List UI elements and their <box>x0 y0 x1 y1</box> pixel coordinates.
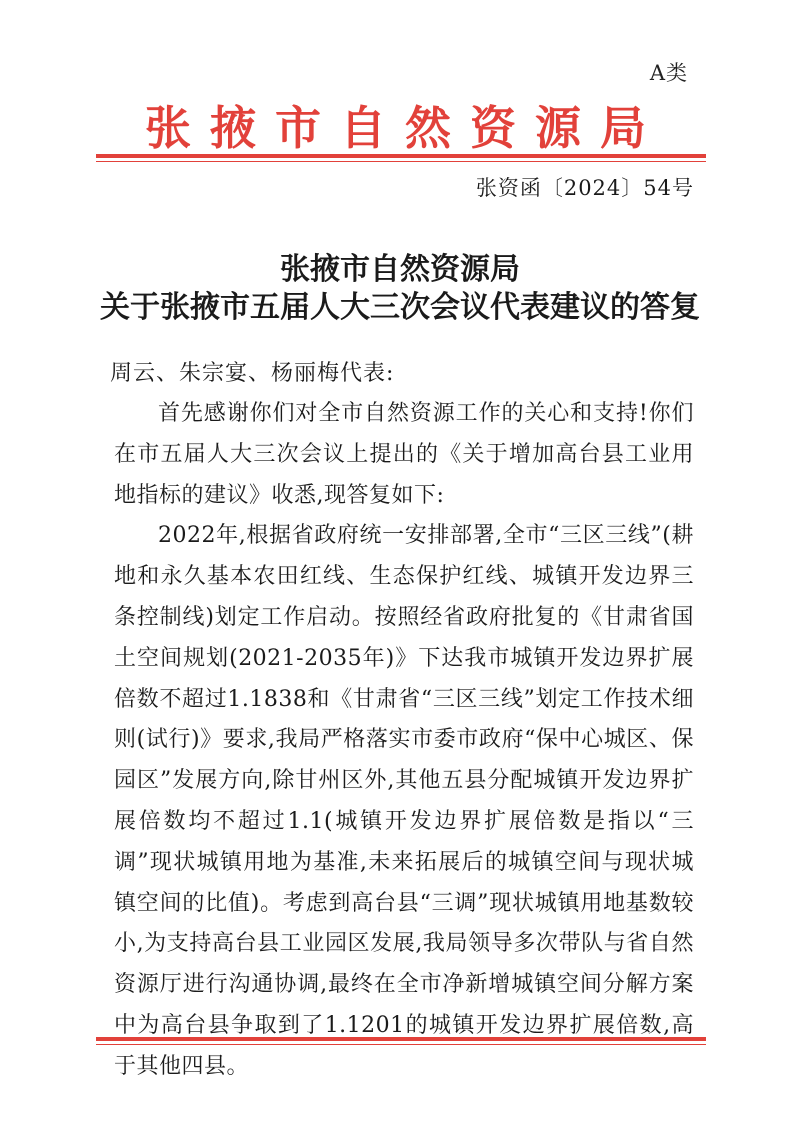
salutation: 周云、朱宗宴、杨丽梅代表: <box>110 361 395 386</box>
document-title-line1: 张掖市自然资源局 <box>280 252 520 287</box>
body-text <box>114 394 694 1088</box>
issuer-header: 张掖市自然资源局 <box>145 101 665 155</box>
paragraph: 2022年,根据省政府统一安排部署,全市“三区三线”(耕地和永久基本农田红线、生态保护红线、城镇开发边界三条控制线)划定工作启动。按照经省政府批复的《甘肃省国土空间规划(2021-2035年)》下达我市城镇开发边界扩展倍数不超过1.1838和《甘肃省“三区三线”划定工作技术细则(试行)》要求,我局严格落实市委市政府“保中心城区、保园区”发展方向,除甘州区外,其他五县分配城镇开发边界扩展倍数均不超过1.1(城镇开发边界扩展倍数是指以“三调”现状城镇用地为基准,未来拓展后的城镇空间与现状城镇空间的比值)。考虑到高台县“三调”现状城镇用地基数较小,为支持高台县工业园区发展,我局领导多次带队与省自然资源厅进行沟通协调,最终在全市净新增城镇空间分解方案中为高台县争取到了1.1201的城镇开发边界扩展倍数,高于其他四县。 <box>114 523 694 1079</box>
document-title-line2: 关于张掖市五届人大三次会议代表建议的答复 <box>100 290 700 325</box>
footer-red-rule <box>96 1037 706 1041</box>
document-category: A类 <box>649 61 688 85</box>
document-number: 张资函〔2024〕54号 <box>475 176 694 200</box>
header-red-rule <box>96 154 706 158</box>
paragraph: 首先感谢你们对全市自然资源工作的关心和支持!你们在市五届人大三次会议上提出的《关于增加高台县工业用地指标的建议》收悉,现答复如下: <box>114 401 694 508</box>
